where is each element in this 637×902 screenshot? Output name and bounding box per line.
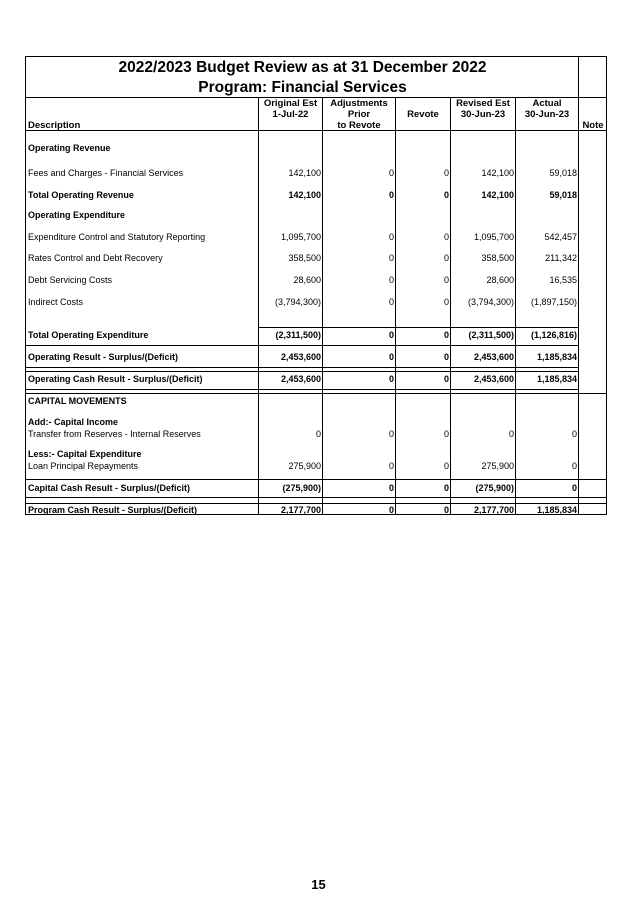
- page-number: 15: [311, 877, 326, 892]
- rule-op-cash-top: [25, 371, 578, 372]
- header-note: Note: [582, 120, 604, 131]
- table-row: Rates Control and Debt Recovery 358,500 0 0 358,500 211,342: [28, 253, 577, 263]
- rule-total-exp-top: [258, 327, 578, 328]
- total-operating-revenue-row: Total Operating Revenue 142,100 0 0 142,100 59,018: [28, 190, 577, 200]
- table-row: Fees and Charges - Financial Services 142,100 0 0 142,100 59,018: [28, 168, 577, 178]
- report-title: 2022/2023 Budget Review as at 31 December 2022: [118, 59, 487, 76]
- rule-header-bottom: [25, 130, 607, 131]
- capital-income-row: Add:- Capital Income Transfer from Reserves - Internal Reserves 0 0 0 0 0: [28, 417, 577, 439]
- operating-cash-result-row: Operating Cash Result - Surplus/(Deficit) 2,453,600 0 0 2,453,600 1,185,834: [28, 374, 577, 384]
- program-cash-result-row: Program Cash Result - Surplus/(Deficit) 2,177,700 0 0 2,177,700 1,185,834: [28, 505, 577, 515]
- section-operating-expenditure: Operating Expenditure: [28, 210, 126, 220]
- rule-capital-top: [25, 393, 607, 394]
- rule-op-cash-bottom: [25, 389, 578, 390]
- rule-total-exp-bottom: [25, 345, 578, 346]
- rule-capital-cash-top: [25, 479, 607, 480]
- operating-result-row: Operating Result - Surplus/(Deficit) 2,453,600 0 0 2,453,600 1,185,834: [28, 352, 577, 362]
- header-adjustments: Adjustments Prior to Revote: [330, 98, 388, 131]
- table-row: Debt Servicing Costs 28,600 0 0 28,600 16,535: [28, 275, 577, 285]
- program-title: Program: Financial Services: [198, 79, 407, 96]
- header-original-est: Original Est 1-Jul-22: [263, 98, 318, 120]
- total-operating-expenditure-row: Total Operating Expenditure (2,311,500) 0 0 (2,311,500) (1,126,816): [28, 330, 577, 340]
- header-actual: Actual 30-Jun-23: [524, 98, 570, 120]
- table-row: Indirect Costs (3,794,300) 0 0 (3,794,300) (1,897,150): [28, 297, 577, 307]
- header-description: Description: [28, 120, 81, 131]
- section-operating-revenue: Operating Revenue: [28, 143, 111, 153]
- table-row: Expenditure Control and Statutory Reporting 1,095,700 0 0 1,095,700 542,457: [28, 232, 577, 242]
- header-revised-est: Revised Est 30-Jun-23: [456, 98, 510, 120]
- rule-capital-cash-bottom: [25, 497, 607, 498]
- header-revote: Revote: [407, 109, 439, 120]
- rule-op-result-bottom: [25, 367, 578, 368]
- capital-cash-result-row: Capital Cash Result - Surplus/(Deficit) (275,900) 0 0 (275,900) 0: [28, 483, 577, 493]
- capital-expenditure-row: Less:- Capital Expenditure Loan Principal Repayments 275,900 0 0 275,900 0: [28, 449, 577, 471]
- section-capital-movements: CAPITAL MOVEMENTS: [28, 396, 127, 406]
